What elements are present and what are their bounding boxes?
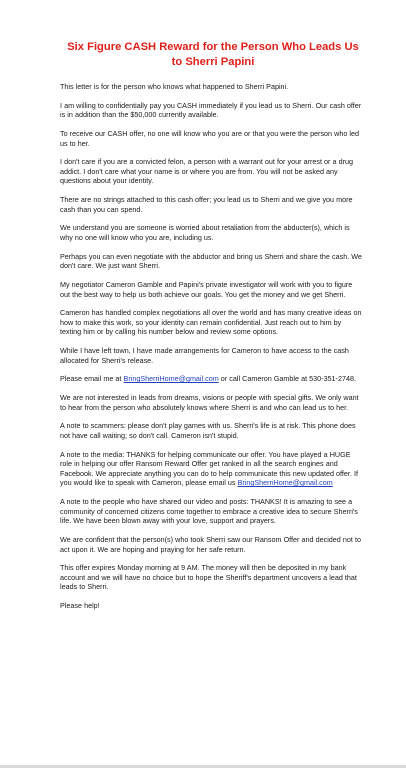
- paragraph-media: [60, 450, 362, 488]
- paragraph-scammers: A note to scammers: please don't play games with us. Sherri's life is at risk. This phone does not have call waiting; so don't call. Cameron isn't stupid.: [60, 421, 356, 440]
- paragraph-arrangements: While I have left town, I have made arrangements for Cameron to have access to the cash allocated for Sherri's release.: [60, 346, 349, 365]
- title-line-1: Six Figure CASH Reward for the Person Who Leads Us: [67, 41, 359, 53]
- paragraph-no-psychics: We are not interested in leads from dreams, visions or people with special gifts. We only want to hear from the person who absolutely knows where Sherri is and who can lead us to her.: [60, 393, 359, 412]
- paragraph-negotiate: Perhaps you can even negotiate with the abductor and bring us Sherri and share the cash. We don't care. We just want Sherri.: [60, 251, 362, 271]
- paragraph-intro: This letter is for the person who knows what happened to Sherri Papini.: [60, 82, 289, 91]
- email-link[interactable]: BringSherriHome@gmail.com: [123, 374, 219, 384]
- paragraph-negotiator: My negotiator Cameron Gamble and Papini's private investigator will work with you to figure out the best way to help us both achieve our goals. You get the money and we get Sherri.: [60, 279, 353, 299]
- media-email-link[interactable]: BringSherriHome@gmail.com: [237, 478, 333, 488]
- contact-text-after: or call Cameron Gamble at 530-351-2748.: [218, 374, 356, 384]
- paragraph-no-questions: I don't care if you are a convicted felon, a person with a warrant out for your arrest or a drug addict. I don't care what your name is or where you are from. You will not be asked any questions about your identity.: [60, 157, 354, 186]
- paragraph-cash-offer: I am willing to confidentially pay you CASH immediately if you lead us to Sherri. Our cash offer is in addition than the $50,000 currently available.: [60, 100, 362, 120]
- paragraph-contact: [60, 374, 362, 384]
- media-text: A note to the media: THANKS for helping communicate our offer. You have played a HUGE role in helping our offer Ransom Reward Offer get ranked in all the search engines and Facebook. We appreciate anything you can do to help communicate this new updated offer. If you would like to speak with Cameron, please email us: [60, 449, 359, 488]
- paragraph-confident: We are confident that the person(s) who took Sherri saw our Ransom Offer and decided not to act upon it. We are hoping and praying for her safe return.: [60, 535, 361, 554]
- paragraph-sharers: A note to the people who have shared our video and posts: THANKS! It is amazing to see a community of concerned citizens come together to embrace a creative idea to secure Sherri's life. We have been blown away with your love, support and prayers.: [60, 497, 358, 526]
- paragraph-cameron: Cameron has handled complex negotiations all over the world and has many creative ideas on how to make this work, so your identity can remain confidential. Just reach out to him by texting him or by calling his number below and review some options.: [60, 308, 362, 337]
- title-line-2: to Sherri Papini: [171, 56, 255, 68]
- contact-text-before: Please email me at: [60, 374, 124, 384]
- letter-title: [60, 40, 362, 70]
- paragraph-no-strings: There are no strings attached to this cash offer; you lead us to Sherri and we give you more cash than you can spend.: [60, 195, 353, 214]
- paragraph-retaliation: We understand you are someone is worried about retaliation from the abducter(s), which is why no one will know who you are, including us.: [60, 223, 350, 242]
- paragraph-anonymity: To receive our CASH offer, no one will know who you are or that you were the person who led us to her.: [60, 128, 360, 148]
- paragraph-please-help: Please help!: [60, 601, 100, 611]
- paragraph-expiry: This offer expires Monday morning at 9 AM. The money will then be deposited in my bank account and we will have no choice but to hope the Sheriff's department uncovers a lead that leads to Sherri.: [60, 563, 357, 592]
